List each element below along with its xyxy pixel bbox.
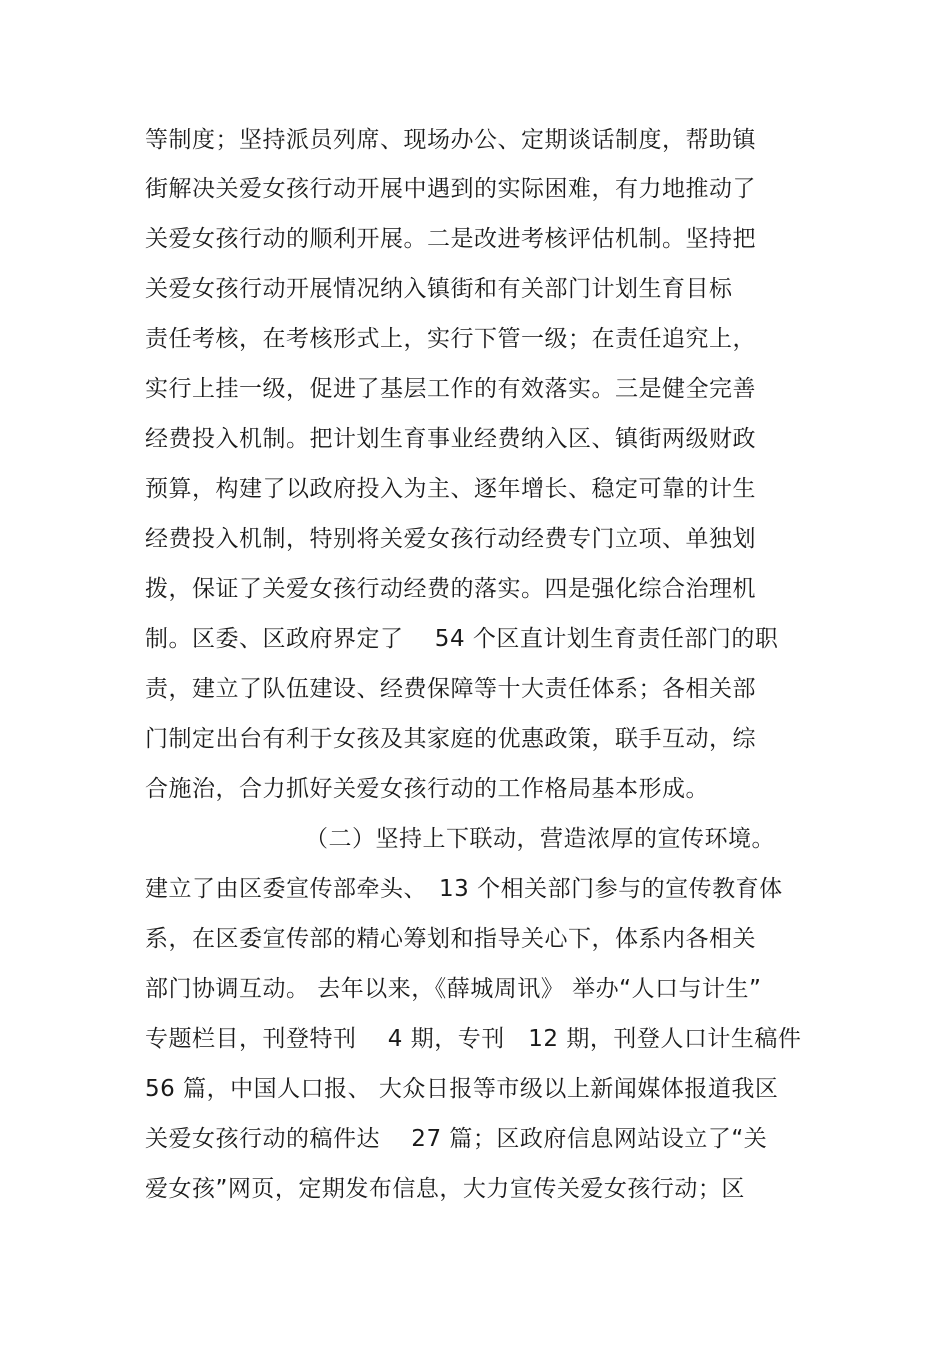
text-line: 经费投入机制，特别将关爱女孩行动经费专门立项、单独划 <box>145 526 756 552</box>
section-heading: （二）坚持上下联动，营造浓厚的宣传环境。 <box>305 826 775 852</box>
text-line: 合施治，合力抓好关爱女孩行动的工作格局基本形成。 <box>145 776 709 802</box>
text-line: 责任考核，在考核形式上，实行下管一级；在责任追究上， <box>145 326 756 352</box>
text-line: 关爱女孩行动的稿件达 27 篇；区政府信息网站设立了“关 <box>145 1126 768 1152</box>
text-line: 56 篇，中国人口报、 大众日报等市级以上新闻媒体报道我区 <box>145 1076 779 1102</box>
text-line: 建立了由区委宣传部牵头、 13 个相关部门参与的宣传教育体 <box>145 876 783 902</box>
text-line: 等制度；坚持派员列席、现场办公、定期谈话制度，帮助镇 <box>145 127 756 153</box>
text-line: 系，在区委宣传部的精心筹划和指导关心下，体系内各相关 <box>145 926 756 952</box>
text-line: 部门协调互动。 去年以来，《薛城周讯》 举办“人口与计生” <box>145 976 762 1002</box>
text-line: 关爱女孩行动开展情况纳入镇街和有关部门计划生育目标 <box>145 276 733 302</box>
text-line: 制。区委、区政府界定了 54 个区直计划生育责任部门的职 <box>145 626 779 652</box>
text-line: 门制定出台有利于女孩及其家庭的优惠政策，联手互动，综 <box>145 726 756 752</box>
text-line: 经费投入机制。把计划生育事业经费纳入区、镇街两级财政 <box>145 426 756 452</box>
text-line: 街解决关爱女孩行动开展中遇到的实际困难，有力地推动了 <box>145 176 756 202</box>
text-line: 拨，保证了关爱女孩行动经费的落实。四是强化综合治理机 <box>145 576 756 602</box>
text-line: 实行上挂一级，促进了基层工作的有效落实。三是健全完善 <box>145 376 756 402</box>
text-line: 预算，构建了以政府投入为主、逐年增长、稳定可靠的计生 <box>145 476 756 502</box>
text-line: 关爱女孩行动的顺利开展。二是改进考核评估机制。坚持把 <box>145 226 756 252</box>
text-line: 专题栏目，刊登特刊 4 期，专刊 12 期，刊登人口计生稿件 <box>145 1026 802 1052</box>
text-line: 爱女孩”网页，定期发布信息，大力宣传关爱女孩行动；区 <box>145 1176 745 1202</box>
text-line: 责，建立了队伍建设、经费保障等十大责任体系；各相关部 <box>145 676 756 702</box>
